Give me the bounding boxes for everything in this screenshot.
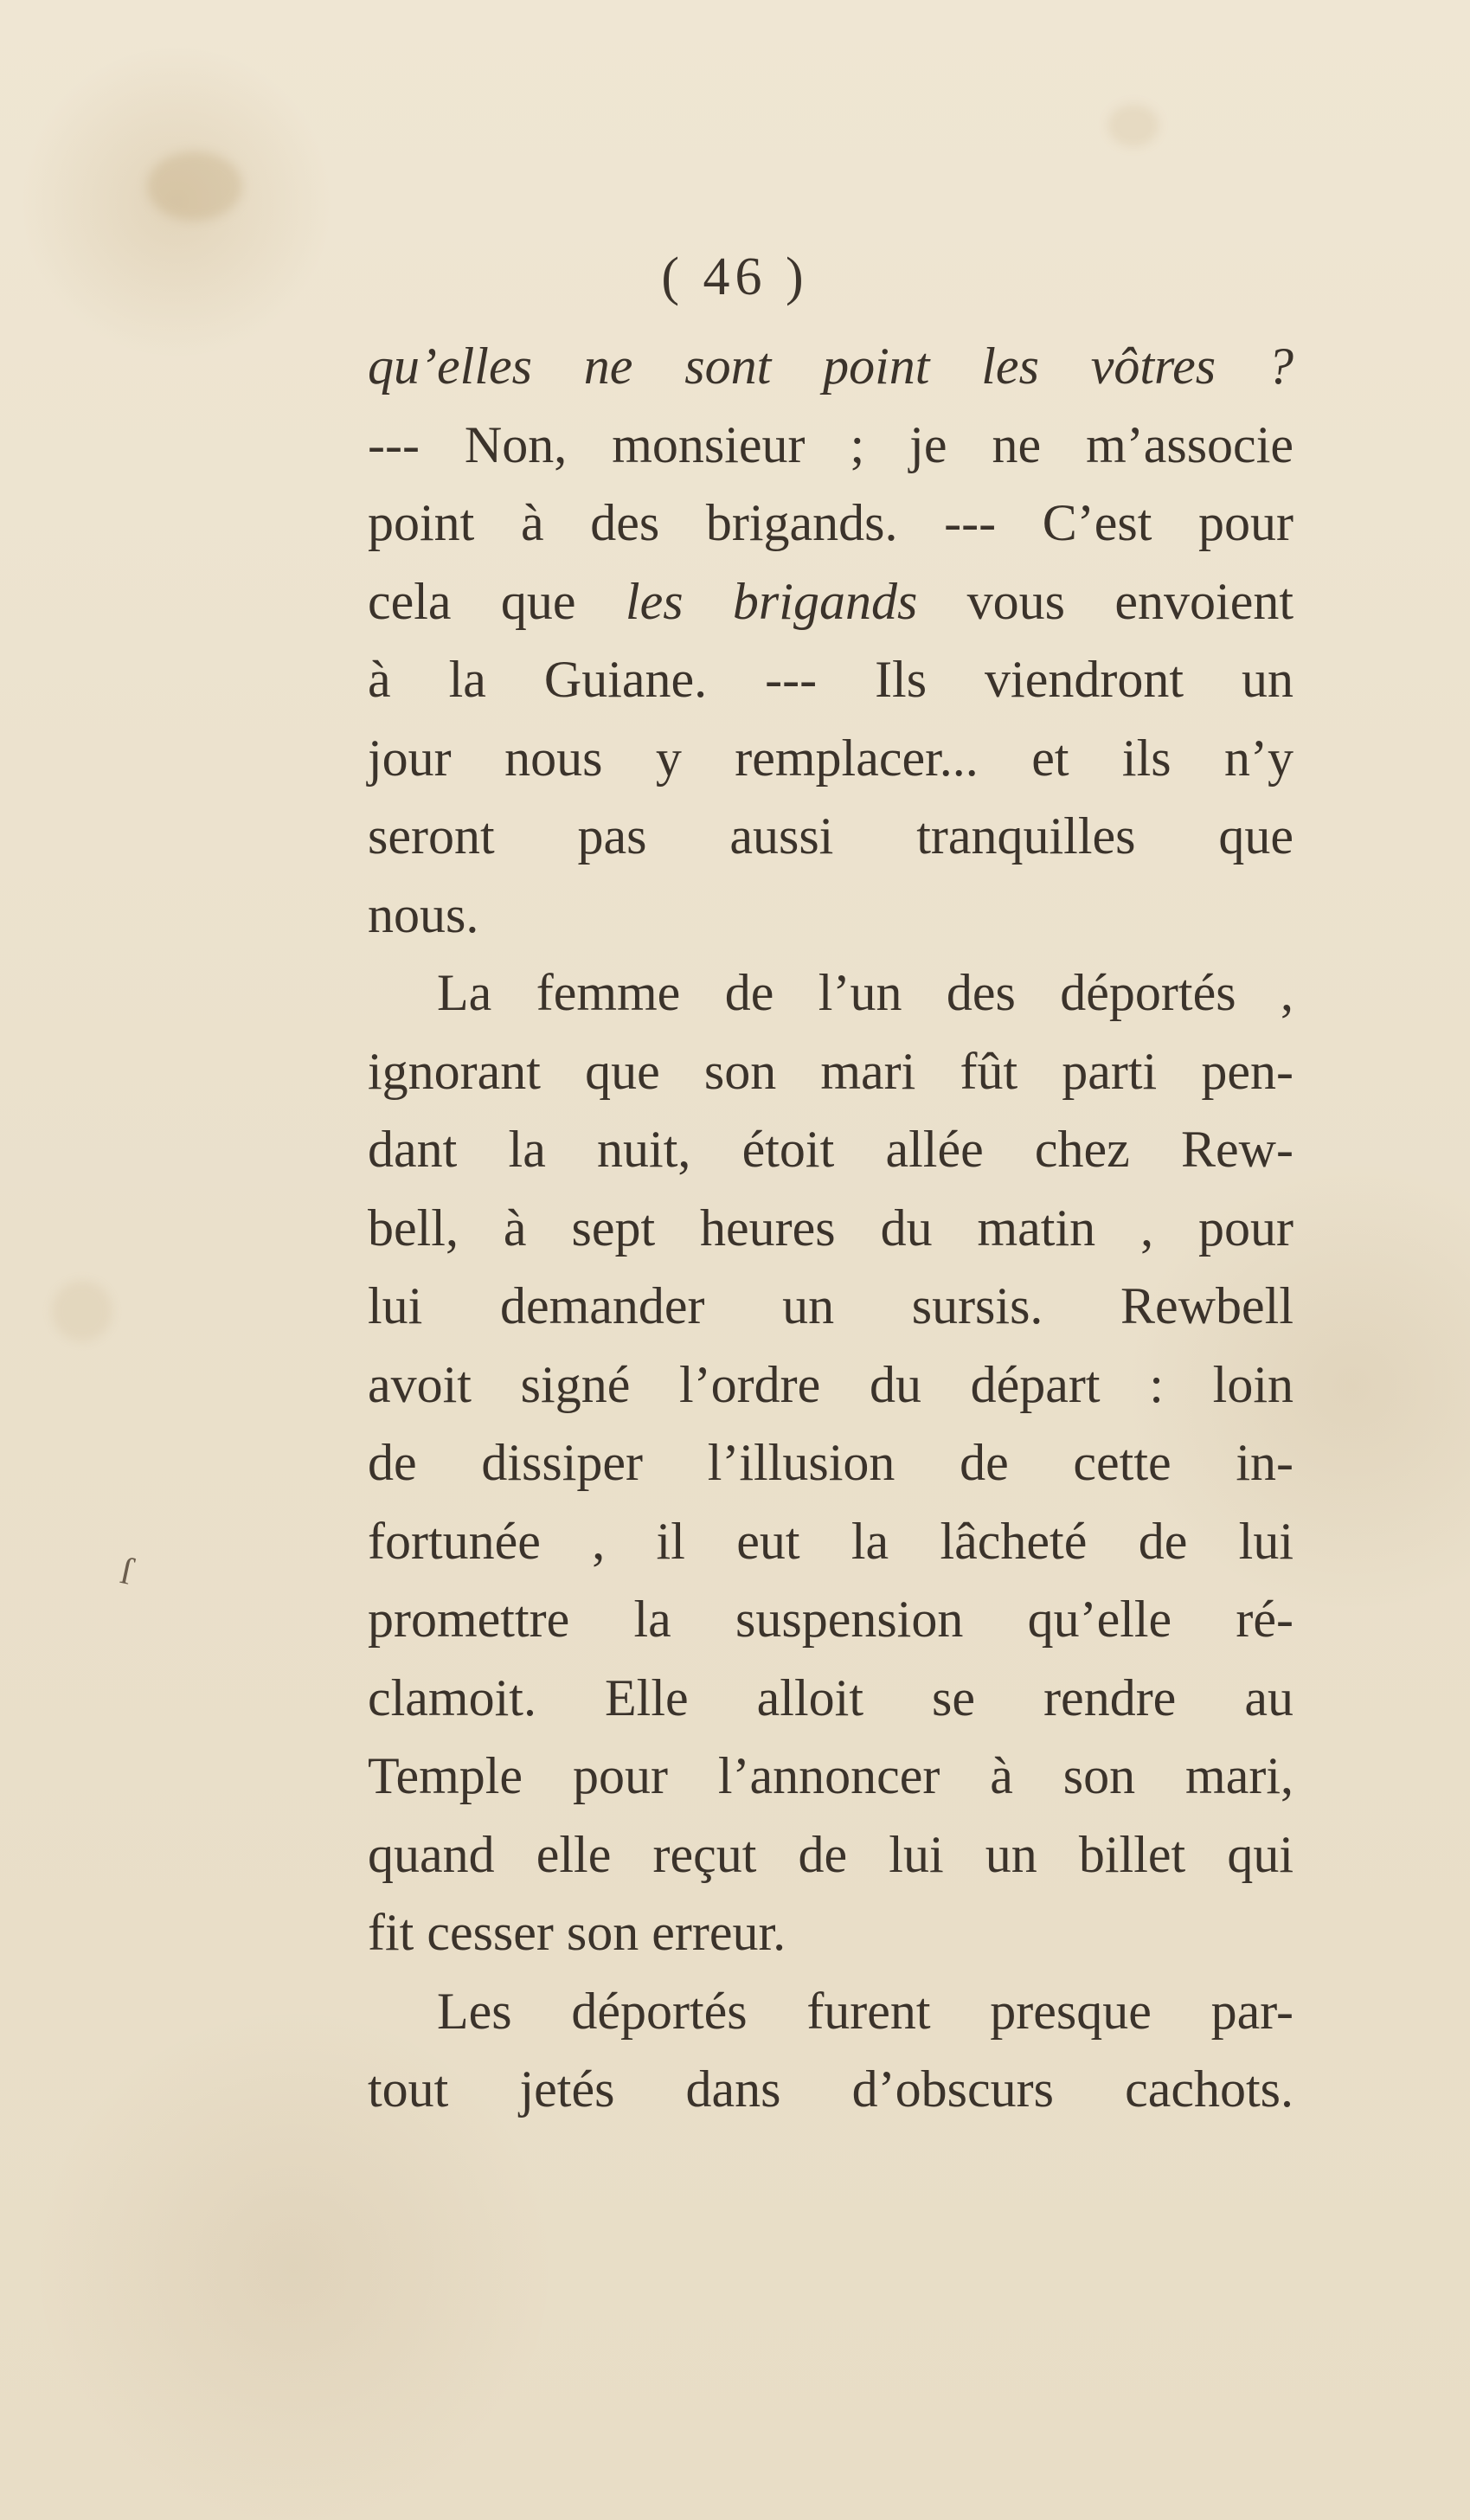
text-segment: vous envoient — [917, 572, 1293, 630]
text-line — [368, 1424, 1293, 1502]
text-segment: bell, à sept heures du matin , pour — [368, 1199, 1293, 1257]
text-line — [368, 562, 1293, 641]
text-segment: fit cesser son erreur. — [368, 1904, 786, 1961]
text-segment: dant la nuit, étoit allée chez Rew- — [368, 1121, 1293, 1178]
text-segment: clamoit. Elle alloit se rendre au — [368, 1668, 1293, 1726]
text-line — [368, 1893, 1293, 1972]
text-segment: lui demander un sursis. Rewbell — [368, 1277, 1293, 1334]
text-line — [368, 1972, 1293, 2051]
text-line — [368, 1189, 1293, 1268]
text-segment: ignorant que son mari fût parti pen- — [368, 1042, 1293, 1100]
text-segment: à la Guiane. --- Ils viendront un — [368, 651, 1293, 708]
text-line — [368, 1346, 1293, 1424]
text-segment: promettre la suspension qu’elle ré- — [368, 1591, 1293, 1648]
text-segment: cela que — [368, 572, 626, 630]
text-segment: tout jetés dans d’obscurs cachots. — [368, 2060, 1293, 2118]
text-line — [368, 2050, 1293, 2129]
text-segment: fortunée , il eut la lâcheté de lui — [368, 1512, 1293, 1570]
text-line — [368, 1502, 1293, 1581]
italic-text: les brigands — [625, 572, 918, 630]
text-segment: jour nous y remplacer... et ils n’y — [368, 729, 1293, 787]
text-line — [368, 719, 1293, 798]
text-line — [368, 1110, 1293, 1189]
text-line — [368, 327, 1293, 406]
text-segment: --- Non, monsieur ; je ne m’associe — [368, 415, 1293, 473]
page-number: ( 46 ) — [661, 248, 809, 306]
text-segment: de dissiper l’illusion de cette in- — [368, 1434, 1293, 1491]
text-line — [368, 1659, 1293, 1738]
text-segment: Les déportés furent presque par- — [437, 1982, 1293, 2040]
text-line — [368, 1737, 1293, 1816]
text-segment: quand elle reçut de lui un billet qui — [368, 1825, 1293, 1883]
italic-text: qu’elles ne sont point les vôtres ? — [368, 338, 1293, 395]
text-line — [368, 954, 1293, 1032]
body-text — [368, 327, 1293, 2129]
foxing-spot — [52, 1281, 112, 1341]
text-segment: nous. — [368, 885, 479, 943]
text-line — [368, 797, 1293, 876]
text-segment: point à des brigands. --- C’est pour — [368, 494, 1293, 551]
text-line — [368, 406, 1293, 485]
text-line — [368, 640, 1293, 719]
text-segment: avoit signé l’ordre du départ : loin — [368, 1355, 1293, 1413]
foxing-spot — [147, 151, 242, 221]
text-line — [368, 1032, 1293, 1111]
text-segment: seront pas aussi tranquilles que — [368, 807, 1293, 865]
text-segment: Temple pour l’annoncer à son mari, — [368, 1747, 1293, 1804]
foxing-spot — [1107, 104, 1159, 147]
text-line — [368, 1267, 1293, 1346]
text-line — [368, 484, 1293, 562]
text-segment: La femme de l’un des déportés , — [437, 964, 1293, 1021]
text-line — [368, 876, 1293, 955]
text-line — [368, 1816, 1293, 1894]
text-line — [368, 1580, 1293, 1659]
stray-ink-mark: ſ — [117, 1549, 137, 1593]
